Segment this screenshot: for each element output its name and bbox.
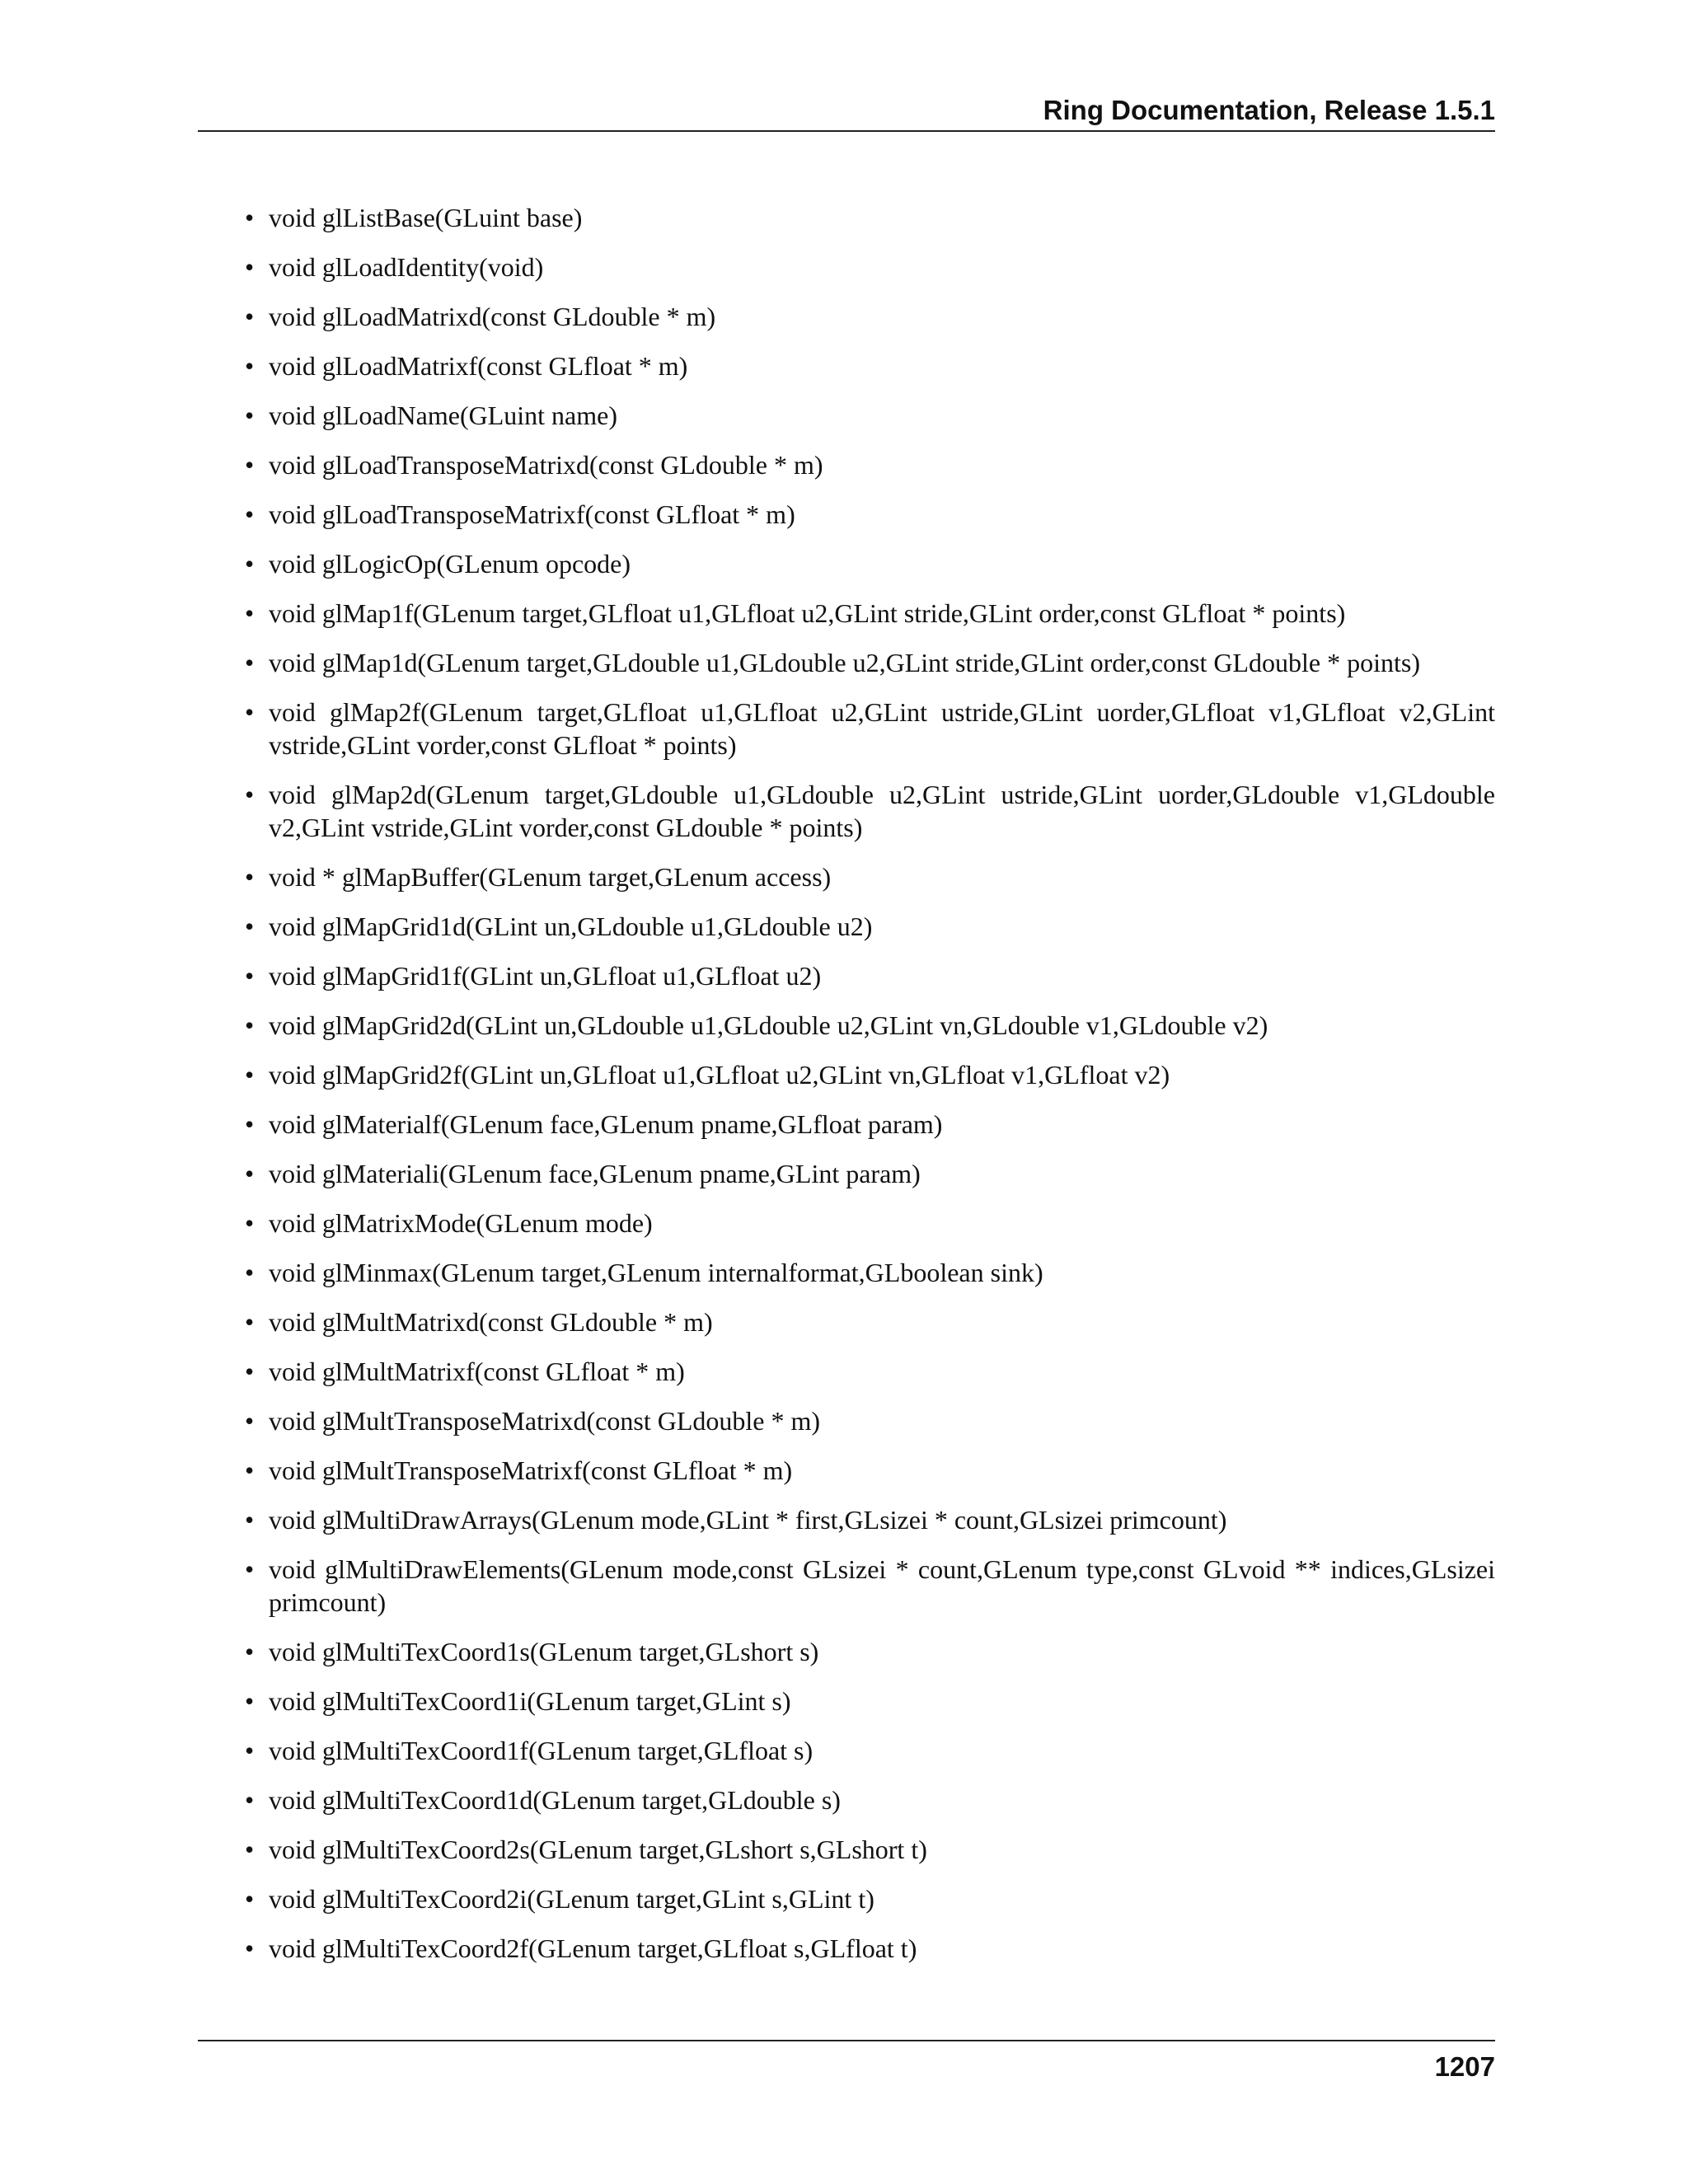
bullet-icon: • [245,549,255,579]
function-signature: void glLoadMatrixf(const GLfloat * m) [269,351,688,381]
bullet-icon: • [245,648,255,677]
footer-rule [198,2040,1495,2041]
function-signature: void glMap2f(GLenum target,GLfloat u1,GLfloat u2,GLint ustride,GLint uorder,GLfloat v1,GLfloat v2,GLint vstride,GLint vorder,const GLfloat * points) [269,697,1495,760]
bullet-icon: • [245,1159,255,1188]
bullet-icon: • [245,1736,255,1765]
bullet-icon: • [245,961,255,991]
list-item [245,1256,1495,1289]
function-signature: void glMultiDrawElements(GLenum mode,const GLsizei * count,GLenum type,const GLvoid ** indices,GLsizei primcount) [269,1554,1495,1617]
function-signature: void glListBase(GLuint base) [269,203,583,232]
list-item [245,696,1495,762]
bullet-icon: • [245,1258,255,1287]
list-item [245,1207,1495,1240]
function-signature: void glMultiTexCoord2s(GLenum target,GLshort s,GLshort t) [269,1835,927,1864]
function-signature: void glMultiTexCoord2f(GLenum target,GLfloat s,GLfloat t) [269,1933,917,1963]
bullet-icon: • [245,401,255,430]
list-item [245,251,1495,284]
list-item [245,349,1495,382]
list-item [245,1635,1495,1668]
function-signature: void glMaterialf(GLenum face,GLenum pname,GLfloat param) [269,1109,943,1139]
function-signature: void * glMapBuffer(GLenum target,GLenum access) [269,862,832,892]
bullet-icon: • [245,862,255,892]
list-item [245,860,1495,893]
list-item [245,1882,1495,1915]
bullet-icon: • [245,1406,255,1436]
bullet-icon: • [245,1637,255,1666]
function-signature: void glMateriali(GLenum face,GLenum pname,GLint param) [269,1159,921,1188]
function-signature: void glMultMatrixd(const GLdouble * m) [269,1307,713,1337]
list-item [245,300,1495,333]
list-item [245,399,1495,432]
function-signature: void glMapGrid1d(GLint un,GLdouble u1,GLdouble u2) [269,912,873,941]
function-signature: void glLoadTransposeMatrixd(const GLdouble * m) [269,450,823,480]
running-header-title: Ring Documentation, Release 1.5.1 [1043,95,1495,125]
function-signature: void glLogicOp(GLenum opcode) [269,549,631,579]
list-item [245,959,1495,992]
bullet-icon: • [245,1884,255,1914]
bullet-icon: • [245,450,255,480]
list-item [245,448,1495,481]
list-item [245,597,1495,630]
list-item [245,547,1495,580]
list-item [245,1108,1495,1141]
function-signature: void glMap1f(GLenum target,GLfloat u1,GLfloat u2,GLint stride,GLint order,const GLfloat * points) [269,598,1346,628]
list-item [245,910,1495,943]
function-signature: void glMultTransposeMatrixd(const GLdouble * m) [269,1406,820,1436]
list-item [245,201,1495,234]
list-item [245,1355,1495,1388]
function-signature: void glMatrixMode(GLenum mode) [269,1208,653,1238]
bullet-icon: • [245,252,255,282]
function-signature: void glLoadTransposeMatrixf(const GLfloat * m) [269,499,795,529]
bullet-icon: • [245,1835,255,1864]
function-signature: void glMinmax(GLenum target,GLenum internalformat,GLboolean sink) [269,1258,1043,1287]
list-item [245,1685,1495,1718]
bullet-icon: • [245,1010,255,1040]
list-item [245,1783,1495,1816]
function-signature: void glMapGrid2f(GLint un,GLfloat u1,GLfloat u2,GLint vn,GLfloat v1,GLfloat v2) [269,1060,1170,1090]
bullet-icon: • [245,203,255,232]
bullet-icon: • [245,1554,255,1584]
function-signature: void glMapGrid1f(GLint un,GLfloat u1,GLfloat u2) [269,961,822,991]
function-signature: void glMultTransposeMatrixf(const GLfloat * m) [269,1455,793,1485]
list-item [245,1009,1495,1042]
list-item [245,1932,1495,1965]
list-item [245,498,1495,531]
function-signature: void glMultiTexCoord2i(GLenum target,GLint s,GLint t) [269,1884,874,1914]
function-signature: void glLoadMatrixd(const GLdouble * m) [269,302,716,331]
bullet-icon: • [245,1455,255,1485]
list-item [245,1454,1495,1487]
bullet-icon: • [245,1109,255,1139]
list-item [245,1503,1495,1536]
list-item [245,1305,1495,1338]
function-signature: void glMultiDrawArrays(GLenum mode,GLint * first,GLsizei * count,GLsizei primcount) [269,1505,1227,1535]
function-signature: void glMultiTexCoord1i(GLenum target,GLint s) [269,1686,791,1716]
header-rule [198,130,1495,132]
function-list [245,201,1495,1981]
bullet-icon: • [245,351,255,381]
bullet-icon: • [245,1785,255,1815]
list-item [245,1553,1495,1619]
function-signature: void glMap1d(GLenum target,GLdouble u1,GLdouble u2,GLint stride,GLint order,const GLdouble * points) [269,648,1420,677]
bullet-icon: • [245,499,255,529]
list-item [245,1157,1495,1190]
function-signature: void glMultiTexCoord1d(GLenum target,GLdouble s) [269,1785,841,1815]
bullet-icon: • [245,1357,255,1386]
list-item [245,1058,1495,1091]
function-signature: void glMultiTexCoord1s(GLenum target,GLshort s) [269,1637,819,1666]
bullet-icon: • [245,598,255,628]
function-signature: void glMap2d(GLenum target,GLdouble u1,GLdouble u2,GLint ustride,GLint uorder,GLdouble v1,GLdouble v2,GLint vstride,GLint vorder,const GLdouble * points) [269,780,1495,842]
bullet-icon: • [245,780,255,809]
function-signature: void glMapGrid2d(GLint un,GLdouble u1,GLdouble u2,GLint vn,GLdouble v1,GLdouble v2) [269,1010,1268,1040]
bullet-icon: • [245,912,255,941]
function-signature: void glMultiTexCoord1f(GLenum target,GLfloat s) [269,1736,814,1765]
bullet-icon: • [245,1060,255,1090]
bullet-icon: • [245,1933,255,1963]
bullet-icon: • [245,1307,255,1337]
list-item [245,1404,1495,1437]
bullet-icon: • [245,302,255,331]
function-signature: void glLoadName(GLuint name) [269,401,617,430]
page-number: 1207 [1434,2051,1495,2082]
function-signature: void glLoadIdentity(void) [269,252,544,282]
list-item [245,1833,1495,1866]
bullet-icon: • [245,1686,255,1716]
list-item [245,1734,1495,1767]
bullet-icon: • [245,1208,255,1238]
bullet-icon: • [245,1505,255,1535]
bullet-icon: • [245,697,255,727]
function-signature: void glMultMatrixf(const GLfloat * m) [269,1357,685,1386]
list-item [245,778,1495,844]
list-item [245,646,1495,679]
